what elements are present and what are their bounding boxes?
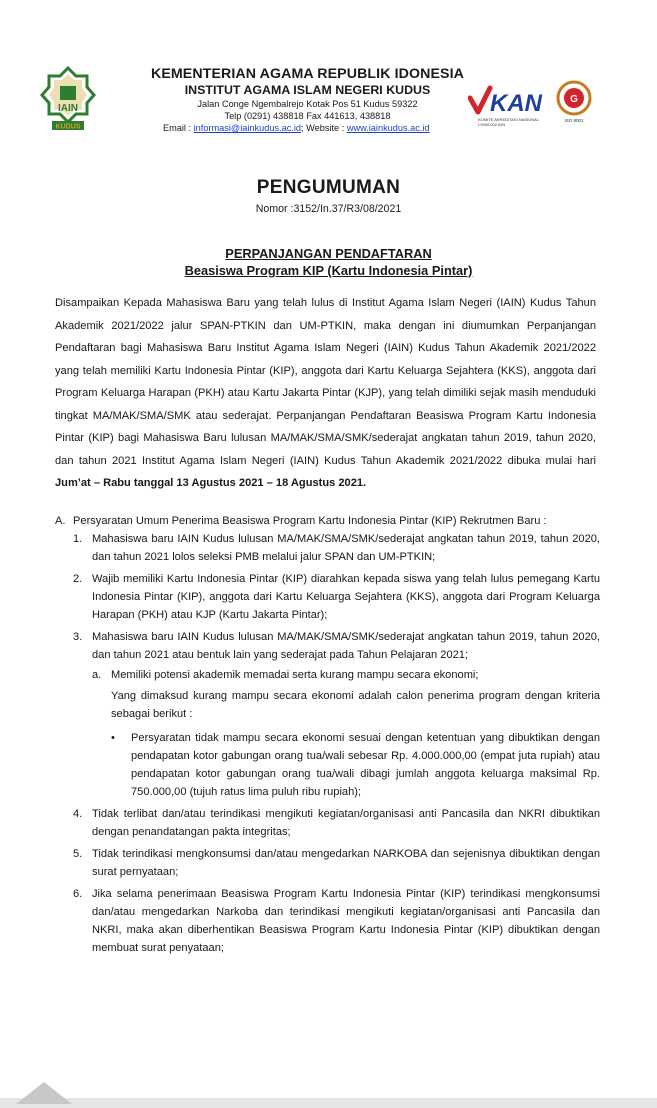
document-number: Nomor :3152/In.37/R3/08/2021 xyxy=(255,203,402,215)
bullet-text: Persyaratan tidak mampu secara ekonomi sesuai dengan ketentuan yang dibuktikan dengan pendapatan kotor gabungan orang tua/wali sebesar Rp. 4.000.000,00 (empat juta rupiah) atau pendapatan kotor gabungan orang tua/wali dibagi jumlah anggota keluarga maksimal Rp. 750.000,00 (tujuh ratus lima puluh ribu rupiah); xyxy=(131,732,600,798)
item-text: Mahasiswa baru IAIN Kudus lulusan MA/MAK/SMA/SMK/sederajat angkatan tahun 2019, tahun 2020, dan tahun 2021 lolos seleksi PMB melalui jalur SPAN dan UM-PTKIN; xyxy=(92,533,600,563)
contact-line xyxy=(110,122,505,134)
ministry-name: KEMENTERIAN AGAMA REPUBLIK IDONESIA xyxy=(150,66,464,82)
sub-item-description: Yang dimaksud kurang mampu secara ekonomi adalah calon penerima program dengan kriteria sebagai berikut : xyxy=(111,690,600,720)
letterhead xyxy=(110,66,505,134)
sub-item-marker: a. xyxy=(92,669,102,681)
item-text: Jika selama penerimaan Beasiswa Program Kartu Indonesia Pintar (KIP) terindikasi mengkonsumsi dan/atau mengedarkan Narkoba dan terindikasi mengikuti kegiatan/organisasi anti Pancasila dan NKRI, maka akan diberhentikan Beasiswa Program Kartu Indonesia Pintar (KIP) dibuktikan dengan membuat surat penyataan; xyxy=(92,888,600,954)
kan-text: KAN xyxy=(490,90,542,117)
subtitle-program: Beasiswa Program KIP (Kartu Indonesia Pintar) xyxy=(184,263,473,278)
sub-item xyxy=(92,666,600,684)
bullet-marker: • xyxy=(111,732,115,744)
list-item xyxy=(55,805,600,841)
kan-accreditation-logo xyxy=(468,84,550,120)
item-number: 6. xyxy=(73,888,83,900)
kan-caption: KOMITE AKREDITASI NASIONAL LSSM-002-IDN xyxy=(478,117,539,127)
certification-logo xyxy=(556,80,592,122)
sub-item-text: Memiliki potensi akademik memadai serta kurang mampu secara ekonomi; xyxy=(111,669,479,681)
requirements-list xyxy=(55,530,600,961)
section-marker: A. xyxy=(55,515,66,527)
website-label: ; Website : xyxy=(301,123,347,133)
list-item xyxy=(55,530,600,566)
certification-caption: ISO 9001 xyxy=(564,118,584,123)
intro-dates: Jum’at – Rabu tanggal 13 Agustus 2021 – 18 Agustus 2021. xyxy=(55,477,367,489)
scroll-up-handle[interactable] xyxy=(16,1082,72,1104)
list-item xyxy=(55,885,600,957)
page-title: PENGUMUMAN xyxy=(256,177,401,198)
item-text: Wajib memiliki Kartu Indonesia Pintar (KIP) diarahkan kepada siswa yang telah lulus pemegang Kartu Indonesia Pintar (KIP), anggota dari Kartu Keluarga Sejahtera (KKS), anggota dari Program Keluarga Harapan (PKH) atau KJP (Kartu Jakarta Pintar); xyxy=(92,573,600,621)
item-text: Mahasiswa baru IAIN Kudus lulusan MA/MAK/SMA/SMK/sederajat angkatan tahun 2019, tahun 2020, dan tahun 2021 atau bentuk lain yang sederajat pada Tahun Pelajaran 2021; xyxy=(92,631,600,661)
item-number: 1. xyxy=(73,533,83,545)
item-text: Tidak terindikasi mengkonsumsi dan/atau mengedarkan NARKOBA dan sejenisnya dibuktikan dengan surat pernyataan; xyxy=(92,848,600,878)
logo-subtext: KUDUS xyxy=(55,123,81,131)
list-item xyxy=(55,570,600,624)
item-text: Tidak terlibat dan/atau terindikasi mengikuti kegiatan/organisasi anti Pancasila dan NKRI dibuktikan dengan penandatangan pakta integritas; xyxy=(92,808,600,838)
bullet-item xyxy=(92,729,600,801)
email-label: Email : xyxy=(163,123,194,133)
list-item xyxy=(55,628,600,801)
subtitle-extension: PERPANJANGAN PENDAFTARAN xyxy=(225,246,432,261)
list-item xyxy=(55,845,600,881)
section-heading-text: Persyaratan Umum Penerima Beasiswa Program Kartu Indonesia Pintar (KIP) Rekrutmen Baru : xyxy=(73,515,547,527)
item-number: 5. xyxy=(73,848,83,860)
website-link[interactable]: www.iainkudus.ac.id xyxy=(346,123,430,133)
institute-name: INSTITUT AGAMA ISLAM NEGERI KUDUS xyxy=(184,83,431,97)
intro-paragraph xyxy=(55,292,596,495)
item-number: 3. xyxy=(73,631,83,643)
iain-kudus-logo xyxy=(40,66,96,132)
address: Jalan Conge Ngembalrejo Kotak Pos 51 Kudus 59322 xyxy=(197,99,418,109)
item-number: 2. xyxy=(73,573,83,585)
viewer-bottom-bar xyxy=(0,1098,657,1108)
item-number: 4. xyxy=(73,808,83,820)
svg-text:G: G xyxy=(570,94,578,105)
email-link[interactable]: informasi@iainkudus.ac.id xyxy=(193,123,302,133)
logo-text: IAIN xyxy=(58,103,78,114)
intro-text: Disampaikan Kepada Mahasiswa Baru yang telah lulus di Institut Agama Islam Negeri (IAIN) Kudus Tahun Akademik 2021/2022 jalur SPAN-PTKIN dan UM-PTKIN, maka dengan ini diumumkan Perpanjangan Pendaftaran bagi Mahasiswa Baru Institut Agama Islam Negeri (IAIN) Kudus Tahun Akademik 2021/2022 yang telah memiliki Kartu Indonesia Pintar (KIP), anggota dari Kartu Keluarga Sejahtera (KKS), anggota dari Program Keluarga Harapan (PKH) atau Kartu Jakarta Pintar (KJP), yang telah dimiliki sejak masih menduduki tingkat MA/MAK/SMA/SMK atau sederajat. Perpanjangan Pendaftaran Beasiswa Program Kartu Indonesia Pintar (KIP) bagi Mahasiswa Baru lulusan MA/MAK/SMA/SMK/sederajat angkatan tahun 2019, tahun 2020, dan tahun 2021 Institut Agama Islam Negeri (IAIN) Kudus Tahun Akademik 2021/2022 dibuka mulai hari xyxy=(55,297,596,467)
phone: Telp (0291) 438818 Fax 441613, 438818 xyxy=(224,111,391,121)
section-a-heading xyxy=(55,512,615,530)
